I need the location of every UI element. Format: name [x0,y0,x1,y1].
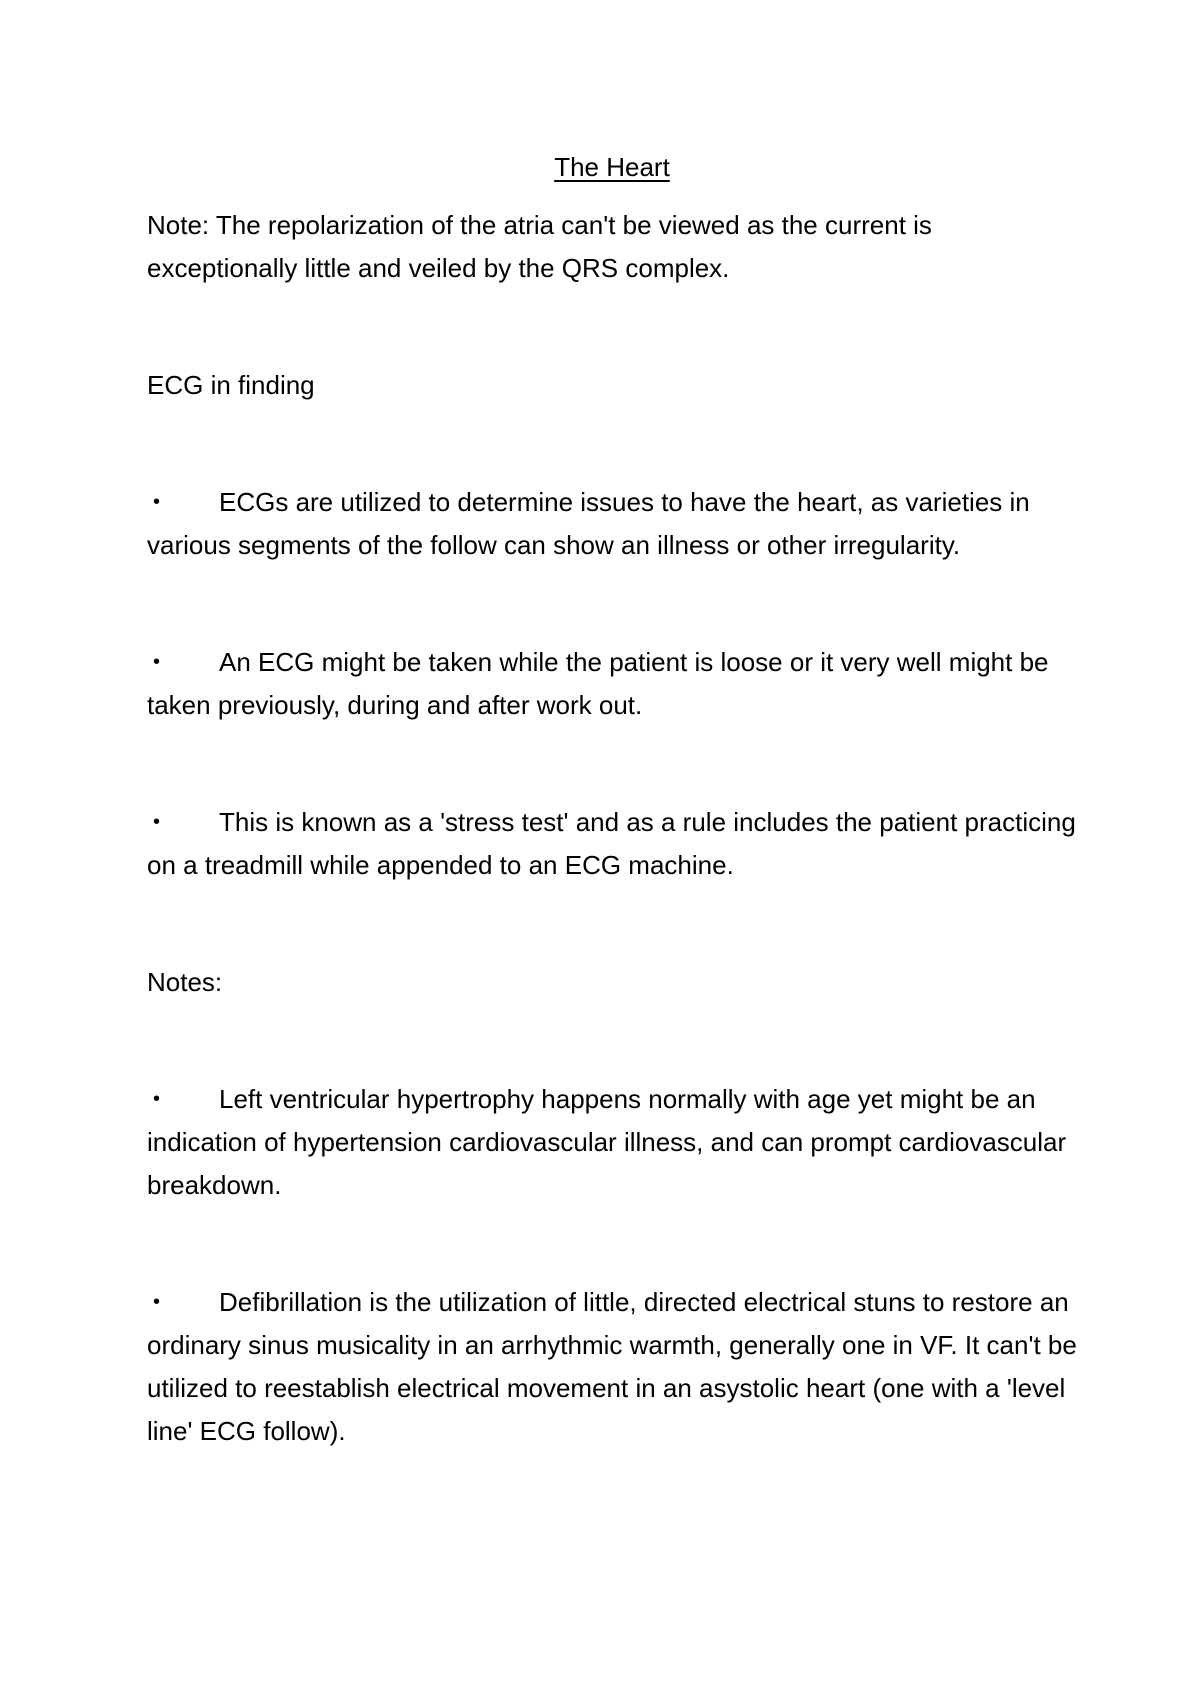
bullet-item [147,481,1077,567]
document-body [147,146,1077,1453]
bullet-item [147,1078,1077,1207]
bullet-text: Defibrillation is the utilization of little, directed electrical stuns to restore an ordinary sinus musicality in an arrhythmic warmth, generally one in VF. It can't be utilized to reestablish electrical movement in an asystolic heart (one with a 'level line' ECG follow). [147,1287,1077,1446]
bullet-text: This is known as a 'stress test' and as a rule includes the patient practicing on a treadmill while appended to an ECG machine. [147,807,1076,880]
bullet-item [147,641,1077,727]
bullet-icon: • [153,1088,161,1110]
bullet-icon: • [153,651,161,673]
bullet-item [147,801,1077,887]
bullet-icon: • [153,491,161,513]
bullet-icon: • [153,1291,161,1313]
bullet-text: An ECG might be taken while the patient is loose or it very well might be taken previously, during and after work out. [147,647,1049,720]
bullet-text: ECGs are utilized to determine issues to have the heart, as varieties in various segments of the follow can show an illness or other irregularity. [147,487,1030,560]
bullet-text: Left ventricular hypertrophy happens normally with age yet might be an indication of hypertension cardiovascular illness, and can prompt cardiovascular breakdown. [147,1084,1067,1200]
bullet-icon: • [153,811,161,833]
bullet-item [147,1281,1077,1453]
section-heading-ecg: ECG in finding [147,370,315,400]
atria-note: Note: The repolarization of the atria can't be viewed as the current is exceptionally little and veiled by the QRS complex. [147,210,932,283]
section-heading-notes: Notes: [147,967,223,997]
document-title: The Heart [554,152,670,182]
